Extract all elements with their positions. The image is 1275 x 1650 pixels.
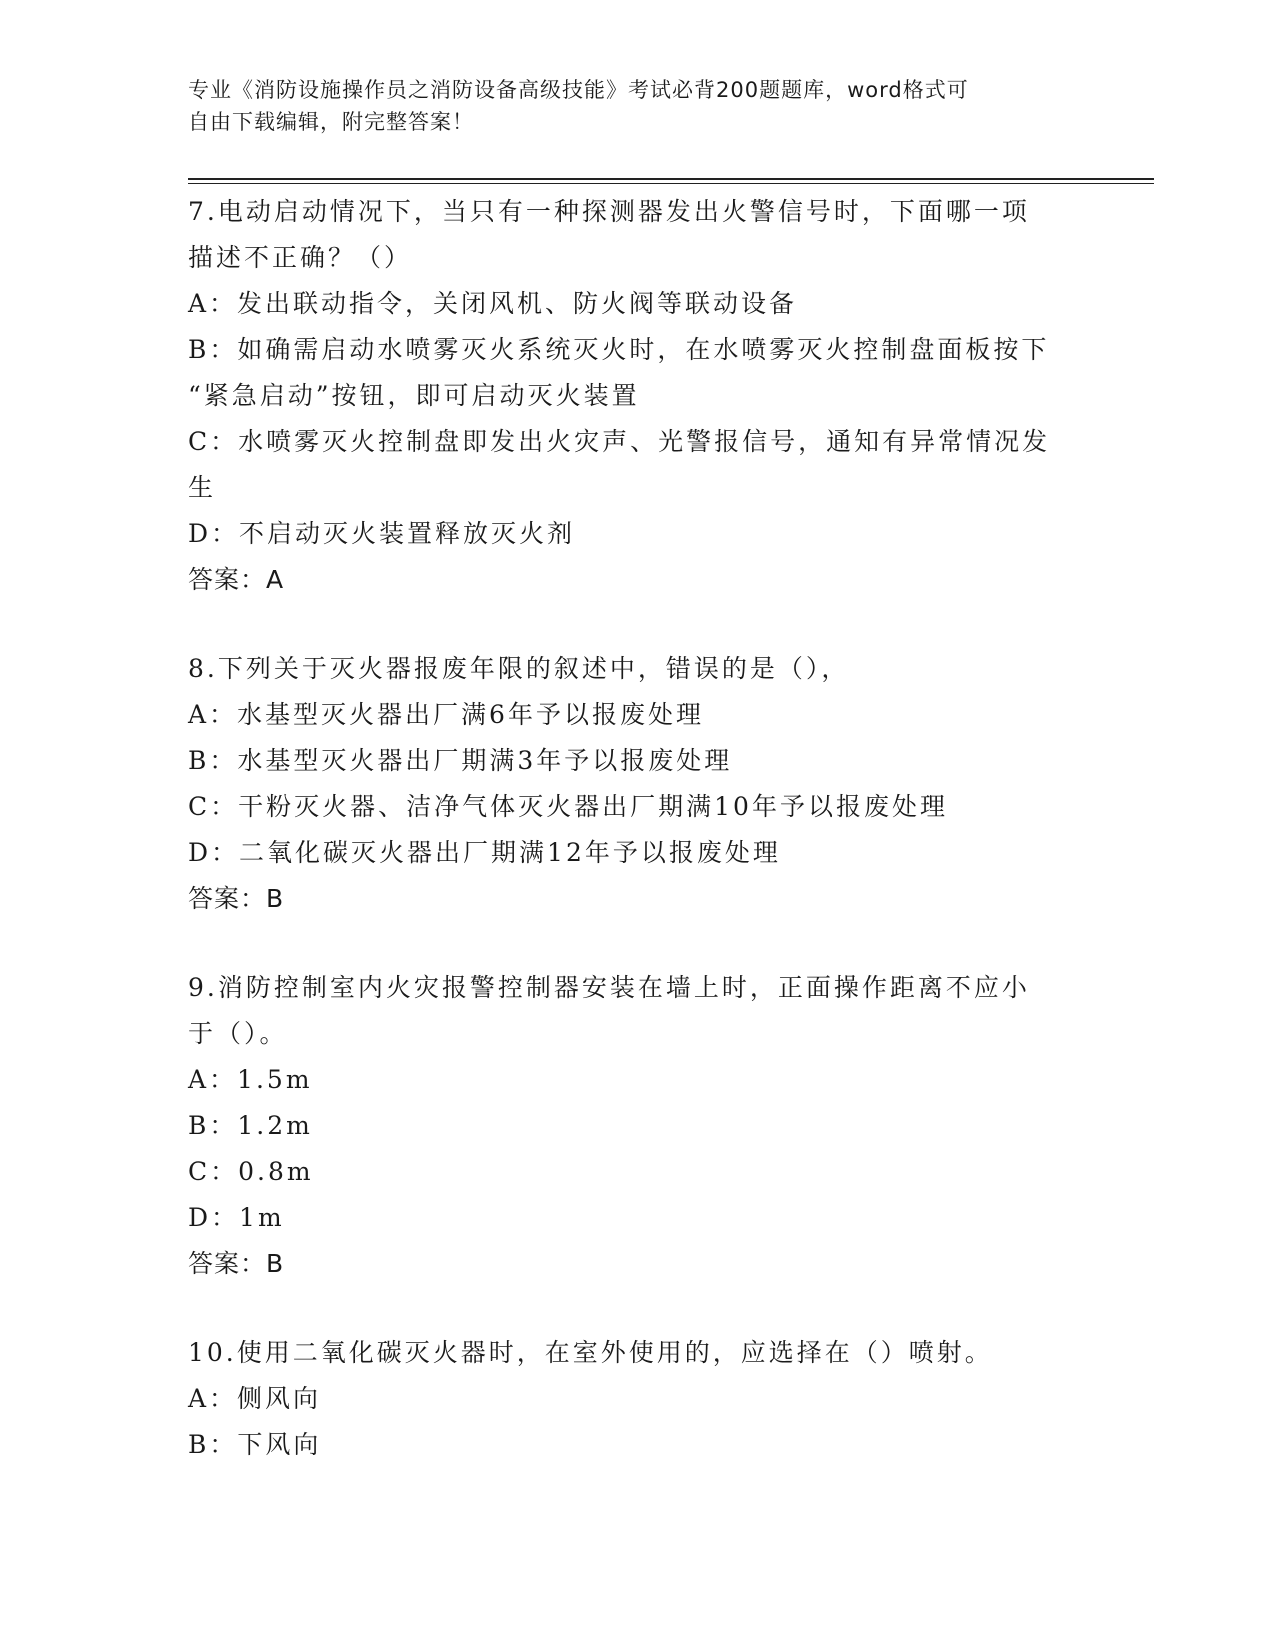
option-a: A：1.5m [188,1065,313,1094]
option-b: B：1.2m [188,1111,313,1140]
option-c-line: C：水喷雾灭火控制盘即发出火灾声、光警报信号，通知有异常情况发 [188,427,1051,456]
question-list [188,189,1088,1511]
option-a: A：侧风向 [188,1384,322,1413]
header-line-1: 专业《消防设施操作员之消防设备高级技能》考试必背200题题库，word格式可 [188,78,969,102]
header-divider-thick [188,178,1154,180]
option-c-line: 生 [188,473,217,502]
answer-label: 答案：B [188,1249,285,1278]
question-stem: 8.下列关于灭火器报废年限的叙述中，错误的是（）， [188,654,850,683]
question-9 [188,965,1088,1287]
option-b-line: B：如确需启动水喷雾灭火系统灭火时，在水喷雾灭火控制盘面板按下 [188,335,1050,364]
option-d: D：不启动灭火装置释放灭火剂 [188,519,576,548]
question-stem-line: 9.消防控制室内火灾报警控制器安装在墙上时，正面操作距离不应小 [188,973,1030,1002]
answer-label: 答案：A [188,565,285,594]
option-b: B：水基型灭火器出厂期满3年予以报废处理 [188,746,733,775]
option-d: D：1m [188,1203,285,1232]
option-c: C：干粉灭火器、洁净气体灭火器出厂期满10年予以报废处理 [188,792,948,821]
question-stem-line: 描述不正确？（） [188,243,413,272]
question-7 [188,189,1088,603]
header-line-2: 自由下载编辑，附完整答案！ [188,110,474,134]
question-8 [188,646,1088,922]
option-a: A：发出联动指令，关闭风机、防火阀等联动设备 [188,289,798,318]
question-stem-line: 于（）。 [188,1019,288,1048]
answer-label: 答案：B [188,884,285,913]
option-b-line: “紧急启动”按钮，即可启动灭火装置 [188,381,640,410]
option-c: C：0.8m [188,1157,314,1186]
document-header [188,74,1088,138]
question-stem: 10.使用二氧化碳灭火器时，在室外使用的，应选择在（）喷射。 [188,1338,993,1367]
question-10 [188,1330,1088,1468]
option-a: A：水基型灭火器出厂满6年予以报废处理 [188,700,704,729]
question-stem-line: 7.电动启动情况下，当只有一种探测器发出火警信号时，下面哪一项 [188,197,1030,226]
option-b: B：下风向 [188,1430,322,1459]
option-d: D：二氧化碳灭火器出厂期满12年予以报废处理 [188,838,781,867]
header-divider-thin [188,183,1154,184]
